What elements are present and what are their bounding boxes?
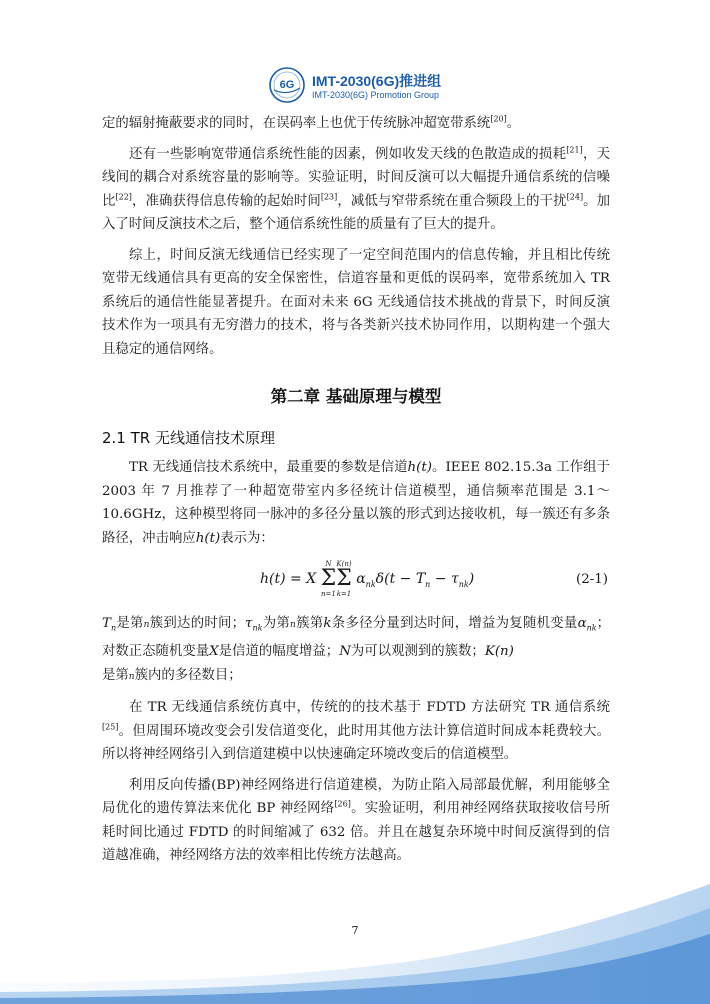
paragraph-6 <box>102 696 610 767</box>
math-sub: nk <box>586 623 597 633</box>
paragraph-5 <box>102 612 610 689</box>
paragraph-text: 是第 <box>102 667 129 683</box>
paragraph-text: 。实验证明，利用神经网络获取接收信号所耗时间比通过 FDTD 的时间缩减了 632 倍。并且在越复杂环境中时间反演得到的信道越准确，神经网络方法的效率相比传统方法越高。 <box>102 801 610 864</box>
paragraph-7 <box>102 774 610 868</box>
sum-upper: N <box>325 560 332 568</box>
math-inline: τ <box>245 616 253 631</box>
math-inline: α <box>577 616 587 631</box>
paragraph-1 <box>102 112 610 136</box>
imt-2030-logo-icon <box>268 66 306 104</box>
equation-number: (2-1) <box>575 572 608 587</box>
header-subtitle: IMT-2030(6G) Promotion Group <box>312 90 440 100</box>
equation-lhs: h(t) = X <box>260 571 317 587</box>
equation-2-1 <box>102 554 610 608</box>
decorative-wave-footer <box>0 864 710 1004</box>
citation: [26] <box>334 799 351 809</box>
equation-term: δ(t − T <box>375 571 426 587</box>
paragraph-text: 。 <box>506 116 521 131</box>
equation-term: − τ <box>430 571 459 587</box>
paragraph-text: 利用反向传播(BP)神经网络进行信道建模，为防止陷入局部最优解，利用能够全局优化的遗传算法来优化 BP 神经网络 <box>102 777 610 817</box>
paragraph-text: 还有一些影响宽带通信系统性能的因素，例如收发天线的色散造成的损耗 <box>129 146 567 162</box>
page-body <box>102 112 610 868</box>
paragraph-text: 。但周围环境改变会引发信道变化，此时用其他方法计算信道时间成本耗费较大。所以将神经网络引入到信道建模中以快速确定环境改变后的信道模型。 <box>102 723 610 763</box>
paragraph-text: ，减低与窄带系统在重合频段上的干扰 <box>337 193 567 209</box>
paragraph-text: TR 无线通信技术系统中，最重要的参数是信道 <box>129 460 408 475</box>
equation-term: ) <box>468 571 475 587</box>
paragraph-text: ，天线间的耦合对系统容量的影响等。实验证明，时间反演可以大幅提升通信系统的信噪比 <box>102 146 610 209</box>
math-inline: X <box>209 644 219 660</box>
sum-lower: k=1 <box>336 590 352 598</box>
sum-symbol-n: N Σ n=1 <box>320 560 337 598</box>
equation-sub: nk <box>458 579 469 589</box>
paragraph-text: ，准确获得信息传输的起始时间 <box>131 193 321 209</box>
equation-sub: nk <box>365 579 376 589</box>
section-title: 2.1 TR 无线通信技术原理 <box>102 429 275 447</box>
citation: [21] <box>566 145 583 155</box>
paragraph-text: 条多径分量到达时间，增益为复随机变量 <box>331 616 578 631</box>
paragraph-text: 。加入了时间反演技术之后，整个通信系统性能的质量有了巨大的提升。 <box>102 193 611 232</box>
sum-lower: n=1 <box>320 590 336 598</box>
page-number: 7 <box>351 924 359 937</box>
math-inline: n <box>128 671 135 682</box>
paragraph-text: ；对数正态随机变量 <box>102 616 611 660</box>
paragraph-text: 簇到达的时间； <box>149 616 246 631</box>
paragraph-text: 定的辐射掩蔽要求的同时，在误码率上也优于传统脉冲超宽带系统 <box>102 116 491 131</box>
citation: [25] <box>102 722 119 732</box>
equation-body <box>260 560 474 598</box>
sum-upper: K(n) <box>336 560 352 568</box>
paragraph-2 <box>102 143 610 237</box>
paragraph-text: 为第 <box>262 616 291 631</box>
paragraph-4 <box>102 456 610 550</box>
paragraph-text: 为可以观测到的簇数； <box>350 644 485 660</box>
math-inline: T <box>102 616 111 631</box>
paragraph-text: 。IEEE 802.15.3a 工作组于 2003 年 7 月推荐了一种超宽带室内多径统计信道模型，通信频率范围是 3.1～10.6GHz，这种模型将同一脉冲的多径分量以簇的形式到达接收机，每一簇还有多条路径，冲击响应 <box>102 460 610 546</box>
paragraph-text: 表示为： <box>220 530 274 546</box>
math-inline: n <box>143 620 150 630</box>
paragraph-text: 簇第 <box>295 616 324 631</box>
citation: [23] <box>320 192 338 202</box>
math-inline: N <box>339 644 351 660</box>
citation: [24] <box>566 192 584 202</box>
citation: [20] <box>490 114 507 124</box>
paragraph-text: 簇内的多径数目； <box>134 667 242 683</box>
chapter-title: 第二章 基础原理与模型 <box>270 387 442 406</box>
page-header <box>268 66 508 106</box>
math-sub: n <box>110 623 117 633</box>
sum-symbol-k: K(n) Σ k=1 <box>336 560 352 598</box>
math-inline: n <box>290 620 296 630</box>
equation-term: α <box>356 571 366 587</box>
logo-text: 6G <box>279 79 295 91</box>
paragraph-text: 在 TR 无线通信系统仿真中，传统的的技术基于 FDTD 方法研究 TR 通信系统 <box>129 700 610 716</box>
equation-sub: n <box>425 579 431 589</box>
header-title: IMT-2030(6G)推进组 <box>312 73 442 89</box>
citation: [22] <box>115 192 132 202</box>
math-inline: K(n) <box>484 644 514 660</box>
paragraph-3: 综上，时间反演无线通信已经实现了一定空间范围内的信息传输，并且相比传统宽带无线通信具有更高的安全保密性，信道容量和更低的误码率，宽带系统加入 TR 系统后的通信性能显著提升。在面对未来 6G 无线通信技术挑战的背景下，时间反演技术作为一项具有无穷潜力的技术，将与各类新兴技术协同作用，以期构建一个强大且稳定的通信网络。 <box>102 247 610 357</box>
math-sub: nk <box>252 623 263 633</box>
paragraph-text: 是信道的幅度增益； <box>218 644 340 660</box>
paragraph-text: 是第 <box>116 616 144 631</box>
math-inline: h(t) <box>195 530 221 546</box>
math-inline: k <box>323 616 332 631</box>
math-inline: h(t) <box>407 460 432 475</box>
